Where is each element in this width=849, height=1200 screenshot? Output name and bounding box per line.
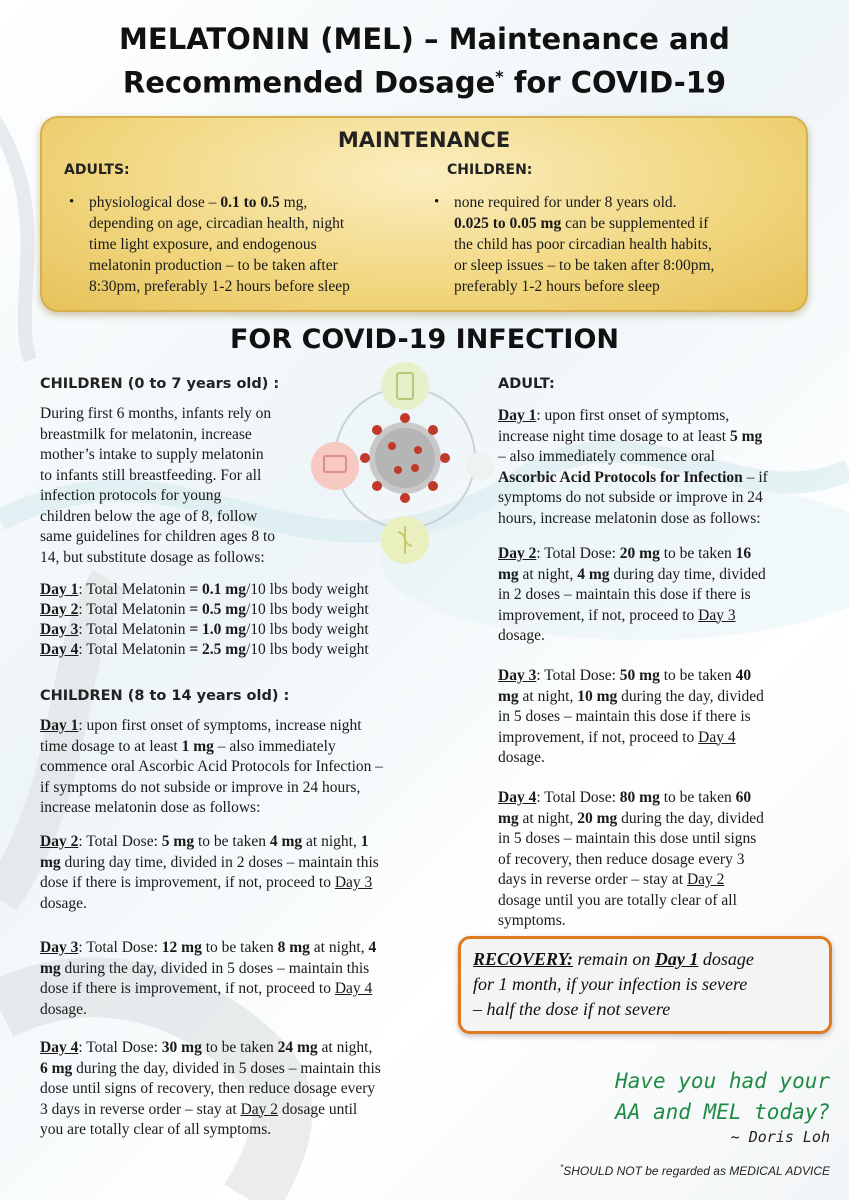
day-label: Day 4	[40, 1039, 79, 1056]
bullet-icon: •	[434, 194, 440, 210]
day-dose: mg	[498, 687, 519, 705]
day-label: Day 1	[40, 581, 79, 598]
day-text: improvement, if not, proceed to	[498, 728, 699, 746]
children-0-7-day-4	[40, 640, 369, 660]
day-dose: 20 mg	[577, 809, 618, 827]
day-text: dose if there is improvement, if not, proceed to	[40, 980, 335, 997]
intro-line: 14, but substitute dosage as follows:	[40, 548, 265, 566]
day-text: in 2 doses – maintain this dose if there is	[498, 586, 751, 603]
day-dose: 80 mg	[619, 789, 660, 806]
day-text: during day time, divided in 2 doses – maintain this	[60, 853, 379, 871]
children-0-7-intro	[40, 404, 330, 568]
day-text: : Total Dose:	[536, 789, 620, 806]
children-8-14-day-1	[40, 716, 450, 819]
day-text: to be taken	[659, 789, 736, 806]
bullet-icon: •	[69, 194, 75, 210]
day-text: : Total Dose:	[536, 545, 620, 562]
intro-line: same guidelines for children ages 8 to	[40, 528, 276, 545]
day-reference: Day 4	[334, 980, 373, 997]
day-dose: 5 mg	[161, 833, 195, 850]
adults-line: 8:30pm, preferably 1-2 hours before sleep	[89, 278, 350, 295]
day-text: to be taken	[201, 939, 278, 956]
day-text: increase night time dosage to at least	[498, 427, 730, 445]
day-label: Day 1	[498, 407, 537, 424]
day-text: : Total Melatonin	[78, 641, 190, 658]
title-line-2-end: for COVID-19	[503, 65, 727, 100]
recovery-line: remain on	[573, 949, 655, 969]
day-text: increase melatonin dose as follows:	[40, 799, 261, 816]
day-text: in 5 doses – maintain this dose if there is	[498, 708, 751, 725]
maintenance-children-text	[434, 192, 794, 297]
intro-line: mother’s intake to supply melatonin	[40, 446, 264, 463]
day-text: dose if there is improvement, if not, proceed to	[40, 874, 335, 891]
adult-day-1	[498, 406, 818, 529]
day-text: during the day, divided	[617, 687, 764, 705]
children-line: the child has poor circadian health habits,	[454, 236, 712, 253]
day-text: – also immediately commence oral	[498, 448, 715, 465]
recovery-line: – half the dose if not severe	[473, 999, 671, 1019]
day-text: during the day, divided	[617, 809, 764, 827]
day-label: Day 2	[40, 601, 79, 618]
recovery-box	[458, 936, 832, 1034]
day-text: at night,	[309, 939, 369, 956]
day-text: dosage until	[278, 1100, 358, 1118]
intro-line: infection protocols for young	[40, 487, 222, 504]
day-label: Day 3	[40, 939, 79, 956]
day-text: : Total Dose:	[78, 833, 162, 850]
day-label: Day 2	[498, 545, 537, 562]
day-dose: 10 mg	[577, 687, 618, 705]
day-label: Day 2	[40, 833, 79, 850]
adults-dose: 0.1 to 0.5	[220, 194, 280, 211]
day-text: : Total Melatonin	[78, 621, 190, 638]
intro-line: breastmilk for melatonin, increase	[40, 425, 252, 443]
day-text: to be taken	[659, 667, 736, 684]
disclaimer-text: SHOULD NOT be regarded as MEDICAL ADVICE	[563, 1164, 830, 1178]
day-dose: 20 mg	[619, 545, 660, 562]
medical-disclaimer	[480, 1163, 830, 1178]
children-0-7-day-3	[40, 620, 369, 640]
adults-line: melatonin production – to be taken after	[89, 257, 338, 274]
children-0-7-heading: CHILDREN (0 to 7 years old) :	[40, 376, 280, 392]
day-text: : Total Melatonin	[78, 581, 190, 598]
day-text: symptoms.	[498, 912, 566, 929]
day-text: : upon first onset of symptoms,	[536, 407, 730, 424]
day-text: /10 lbs body weight	[245, 621, 369, 638]
day-dose: 12 mg	[161, 939, 202, 956]
title-line-2	[0, 58, 849, 102]
day-dose: 1	[360, 833, 369, 850]
day-text: improvement, if not, proceed to	[498, 606, 699, 624]
day-text: days in reverse order – stay at	[498, 871, 687, 888]
children-line: preferably 1-2 hours before sleep	[454, 278, 660, 295]
day-text: to be taken	[659, 545, 736, 562]
quote-line-2: AA and MEL today?	[615, 1100, 830, 1124]
day-reference: Day 2	[240, 1100, 279, 1118]
covid-heading: FOR COVID-19 INFECTION	[229, 324, 620, 355]
day-dose: = 2.5 mg	[189, 641, 246, 658]
day-text: time dosage to at least	[40, 737, 182, 755]
coronavirus-icon	[360, 413, 450, 503]
day-text: dosage.	[40, 894, 87, 912]
children-8-14-day-4	[40, 1038, 450, 1141]
day-text: symptoms do not subside or improve in 24	[498, 489, 763, 506]
maintenance-heading: MAINTENANCE	[337, 128, 511, 152]
day-dose: 8 mg	[277, 939, 310, 956]
day-reference: Day 3	[334, 874, 373, 891]
virus-illustration	[310, 358, 500, 568]
day-text: /10 lbs body weight	[245, 641, 369, 658]
maintenance-adults-text	[69, 192, 429, 297]
day-text: to be taken	[201, 1039, 278, 1056]
day-text: if symptoms do not subside or improve in 24 hours,	[40, 778, 361, 796]
day-text: commence oral Ascorbic Acid Protocols for Infection –	[40, 758, 384, 775]
phone-icon	[381, 362, 429, 410]
day-text: dosage.	[498, 749, 545, 766]
title-asterisk: *	[495, 67, 504, 86]
maintenance-box	[40, 116, 808, 312]
day-dose: 4	[368, 939, 377, 956]
adult-day-3	[498, 666, 818, 769]
quote-author: ~ Doris Loh	[730, 1128, 830, 1146]
day-text: : Total Dose:	[78, 1039, 162, 1056]
day-text: hours, increase melatonin dose as follows:	[498, 509, 761, 527]
day-text: dose until signs of recovery, then reduce dosage every	[40, 1080, 376, 1097]
children-8-14-heading: CHILDREN (8 to 14 years old) :	[40, 688, 290, 704]
adult-heading: ADULT:	[498, 376, 555, 392]
day-dose: 16	[735, 545, 752, 562]
day-text: /10 lbs body weight	[245, 601, 369, 618]
day-text: at night,	[302, 833, 361, 850]
recovery-label: RECOVERY:	[473, 949, 574, 969]
day-text: during the day, divided in 5 doses – maintain this	[72, 1059, 381, 1077]
day-label: Day 3	[40, 621, 79, 638]
day-dose: 1 mg	[181, 737, 214, 755]
day-text: during the day, divided in 5 doses – maintain this	[60, 959, 370, 977]
day-dose: 5 mg	[730, 427, 763, 445]
day-dose: = 1.0 mg	[189, 621, 246, 638]
day-label: Day 3	[498, 667, 537, 684]
quote-line-1: Have you had your	[615, 1069, 830, 1093]
maintenance-children-label: CHILDREN:	[447, 162, 533, 178]
children-dose: 0.025 to 0.05 mg	[454, 215, 562, 232]
recovery-day: Day 1	[654, 949, 699, 969]
day-text: – if	[742, 468, 768, 486]
adults-line: time light exposure, and endogenous	[89, 236, 317, 253]
disclaimer-asterisk: *	[560, 1163, 564, 1172]
title-line-1: MELATONIN (MEL) – Maintenance and	[119, 22, 730, 56]
day-text: to be taken	[194, 833, 270, 850]
day-dose: 30 mg	[161, 1039, 202, 1056]
day-reference: Day 3	[698, 606, 736, 624]
day-reference: Day 2	[686, 871, 725, 888]
day-text: /10 lbs body weight	[245, 581, 369, 598]
ascorbic-acid-protocols: Ascorbic Acid Protocols for Infection	[498, 468, 743, 486]
day-text: you are totally clear of all symptoms.	[40, 1121, 272, 1138]
day-text: : upon first onset of symptoms, increase night	[78, 717, 362, 734]
children-line: or sleep issues – to be taken after 8:00pm,	[454, 257, 715, 274]
day-dose: 4 mg	[269, 833, 303, 850]
day-text: of recovery, then reduce dosage every 3	[498, 850, 745, 868]
day-text: at night,	[518, 809, 578, 827]
day-text: at night,	[518, 687, 578, 705]
day-dose: mg	[498, 565, 519, 583]
day-text: in 5 doses – maintain this dose until signs	[498, 830, 757, 847]
day-label: Day 1	[40, 717, 79, 734]
recovery-line: dosage	[698, 949, 754, 969]
day-dose: = 0.5 mg	[189, 601, 246, 618]
day-reference: Day 4	[698, 728, 736, 746]
children-0-7-day-1	[40, 580, 369, 600]
day-dose: 4 mg	[577, 565, 610, 583]
intro-line: to infants still breastfeeding. For all	[40, 466, 262, 484]
lightbulb-icon	[466, 452, 494, 480]
day-dose: 40	[735, 667, 752, 684]
children-line: none required for under 8 years old.	[454, 194, 677, 211]
signature-quote	[520, 1066, 830, 1128]
intro-line: During first 6 months, infants rely on	[40, 405, 272, 422]
recovery-line: for 1 month, if your infection is severe	[473, 974, 748, 994]
day-text: – also immediately	[213, 737, 336, 755]
day-dose: = 0.1 mg	[189, 581, 246, 598]
day-dose: 24 mg	[277, 1039, 318, 1056]
children-8-14-day-2	[40, 832, 450, 914]
day-text: during day time, divided	[609, 565, 766, 583]
day-text: at night,	[518, 565, 578, 583]
recovery-text	[473, 947, 819, 1022]
adults-dose-suffix: mg,	[279, 194, 308, 211]
day-text: : Total Melatonin	[78, 601, 190, 618]
intro-line: children below the age of 8, follow	[40, 507, 258, 525]
day-text: : Total Dose:	[536, 667, 620, 684]
day-text: dosage until you are totally clear of all	[498, 891, 737, 909]
day-text: at night,	[317, 1039, 373, 1056]
adult-day-4	[498, 788, 818, 932]
day-dose: mg	[40, 959, 61, 977]
children-0-7-day-2	[40, 600, 369, 620]
day-dose: mg	[498, 809, 519, 827]
children-dose-suffix: can be supplemented if	[561, 215, 709, 232]
day-dose: 60	[735, 789, 752, 806]
day-dose: 6 mg	[40, 1059, 73, 1077]
day-dose: mg	[40, 853, 61, 871]
maintenance-adults-label: ADULTS:	[64, 162, 130, 178]
day-text: dosage.	[498, 627, 545, 644]
day-label: Day 4	[40, 641, 79, 658]
adults-line: depending on age, circadian health, night	[89, 215, 345, 232]
page-title	[0, 20, 849, 102]
day-text: 3 days in reverse order – stay at	[40, 1100, 241, 1118]
children-8-14-day-3	[40, 938, 450, 1020]
adults-dose-prefix: physiological dose –	[89, 194, 221, 211]
adult-day-2	[498, 544, 818, 647]
day-dose: 50 mg	[619, 667, 660, 684]
day-text: dosage.	[40, 1000, 87, 1018]
day-text: : Total Dose:	[78, 939, 162, 956]
day-label: Day 4	[498, 789, 537, 806]
title-line-2-text: Recommended Dosage	[122, 65, 496, 100]
